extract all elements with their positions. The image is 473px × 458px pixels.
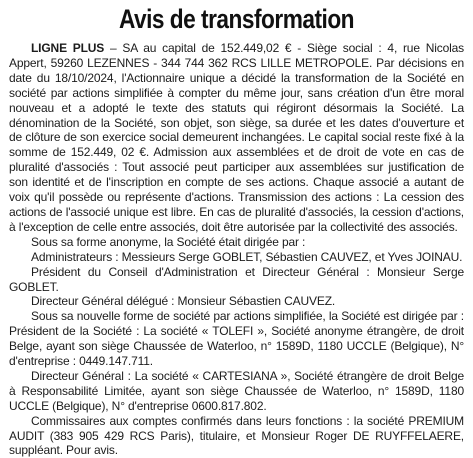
- paragraph-former-management: Sous sa forme anonyme, la Société était dirigée par :: [31, 234, 306, 249]
- paragraph-general-director: Directeur Général : La société « CARTESIANA », Société étrangère de droit Belge à Responsabilité Limitée, ayant son siège Chaussée de Waterloo, n° 1589D, 1180 UCCLE (Belgique), N° d'entreprise 0600.817.802.: [9, 368, 464, 413]
- notice-title: Avis de transformation: [118, 4, 355, 34]
- notice-body: [9, 41, 464, 458]
- company-name: LIGNE PLUS: [31, 41, 105, 55]
- paragraph-deputy-director: Directeur Général délégué : Monsieur Sébastien CAUVEZ.: [31, 294, 336, 309]
- intro-text: – SA au capital de 152.449,02 € - Siège social : 4, rue Nicolas Appert, 59260 LEZENNES - 344 744 362 RCS LILLE METROPOLE. Par décisions en date du 18/10/2024, l'Actionnaire unique a décidé la transformation de la Société en société par actions simplifiée à compter du même jour, sans création d'un être moral nouveau et a adopté le texte des statuts qui régiront désormais la Société. La dénomination de la Société, son objet, son siège, sa durée et les dates d'ouverture et de clôture de son exercice social demeurent inchangées. Le capital social reste fixé à la somme de 152.449, 02 €. Admission aux assemblées et de droit de vote en cas de pluralité d'associés : Tout associé peut participer aux assemblées sur justification de son identité et de l'inscription en compte de ses actions. Chaque associé a autant de voix qu'il possède ou représente d'actions. Transmission des actions : La cession des actions de l'associé unique est libre. En cas de pluralité d'associés, la cession d'actions, à l'exception de celle entre associés, doit être autorisée par la collectivité des associés.: [9, 41, 464, 234]
- paragraph-auditors: Commissaires aux comptes confirmés dans leurs fonctions : la société PREMIUM AUDIT (383 905 429 RCS Paris), titulaire, et Monsieur Roger DE RUYFFELAERE, suppléant. Pour avis.: [9, 413, 464, 458]
- paragraph-new-management: Sous sa nouvelle forme de société par actions simplifiée, la Société est dirigée par : Président de la Société : La société « TOLEFI », Société anonyme étrangère, de droit Belge, ayant son siège Chaussée de Waterloo, n° 1589D, 1180 UCCLE (Belgique), N° d'entreprise : 0449.147.711.: [9, 309, 464, 369]
- paragraph-administrators: Administrateurs : Messieurs Serge GOBLET, Sébastien CAUVEZ, et Yves JOINAU.: [31, 249, 463, 264]
- paragraph-president-board: Président du Conseil d'Administration et Directeur Général : Monsieur Serge GOBLET.: [9, 264, 464, 294]
- intro-paragraph: [9, 41, 464, 235]
